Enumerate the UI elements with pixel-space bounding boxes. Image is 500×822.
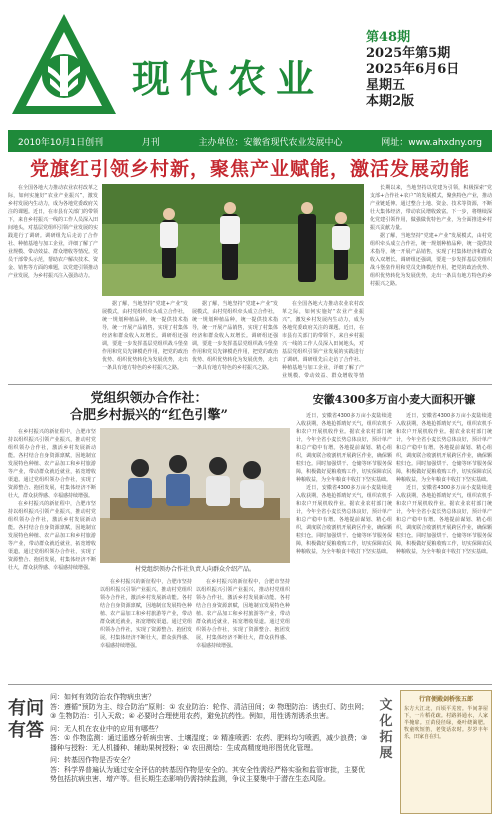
third-headline: 安徽4300多万亩小麦大面积开镰 — [312, 393, 476, 406]
culture-label: 文化拓展 — [379, 698, 393, 761]
year-issue: 2025年第5期 — [366, 46, 451, 61]
lead-article-col-left — [8, 184, 98, 379]
qa-label: 有问有答 — [8, 698, 44, 741]
lead-article-col-mid2 — [192, 300, 278, 380]
founded-date: 2010年10月1日创刊 — [18, 137, 104, 148]
poem-box — [400, 690, 492, 814]
third-col-left-text-2: 近日，安徽省4300多万亩小麦陆续进入收获期，各地抢抓晴好天气，组织农机手和农户开展机收作业。据农业农村部门统计，今年全省小麦长势总体良好，预计单产和总产稳中有增。各地提前谋划、精心组织，调度联合收割机开展跨区作业，确保颗粒归仓。同时加强烘干、仓储等环节服务保障，积极做好夏粮收购工作，切实保障农民种粮收益，为全年粮食丰收打下坚实基础。 — [296, 485, 392, 555]
qa-answer-2: 答：① 作物监测：通过遥感分析病虫害、土壤湿度；② 精准喷洒：农药、肥料均匀喷洒，减少浪费；③ 播种与授粉：无人机播种、辅助果树授粉；④ 农田测绘：生成高精度地形图优化管理。 — [50, 734, 368, 752]
qa-question-1: 问：如何有效防治农作物病虫害？ — [50, 693, 155, 701]
second-article-col-left — [8, 428, 96, 678]
second-article-col-mid — [100, 578, 192, 678]
main-headline: 党旗红引领乡村新，聚焦产业赋能，激活发展动能 — [29, 158, 470, 180]
lead-col-right-text-2: 据了解，当地坚持“党建+产业”发展模式，由村党组织牵头成立合作社，统一规划种植品种，统一提供技术指导，统一开展产品销售，实现了村集体经济和群众收入双增长。调研组还强调，要进一步发挥基层党组织战斗堡垒作用和党员先锋模范作用，把党的政治优势、组织优势转化为发展优势，走出一条具有地方特色的乡村振兴之路。 — [370, 233, 492, 287]
section-divider-2 — [8, 684, 492, 685]
second-article-col-right — [196, 578, 290, 678]
third-col-left-text: 近日，安徽省4300多万亩小麦陆续进入收获期，各地抢抓晴好天气，组织农机手和农户开展机收作业。据农业农村部门统计，今年全省小麦长势总体良好，预计单产和总产稳中有增。各地提前谋划、精心组织，调度联合收割机开展跨区作业，确保颗粒归仓。同时加强烘干、仓储等环节服务保障，积极做好夏粮收购工作，切实保障农民种粮收益，为全年粮食丰收打下坚实基础。 — [296, 413, 392, 483]
lead-col-mid2-text: 据了解，当地坚持“党建+产业”发展模式，由村党组织牵头成立合作社，统一规划种植品种，统一提供技术指导，统一开展产品销售，实现了村集体经济和群众收入双增长。调研组还强调，要进一步发挥基层党组织战斗堡垒作用和党员先锋模范作用，把党的政治优势、组织优势转化为发展优势，走出一条具有地方特色的乡村振兴之路。 — [192, 301, 278, 371]
publish-date: 2025年6月6日 — [366, 62, 460, 77]
second-headline-line2: 合肥乡村振兴的“红色引擎” — [70, 408, 228, 423]
organizer: 主办单位：安徽省现代农业发展中心 — [198, 137, 343, 148]
frequency: 月刊 — [141, 137, 160, 148]
website-link[interactable]: 网址：www.ahxdny.org — [381, 137, 482, 148]
lead-photo — [102, 184, 364, 296]
third-article-col-left — [296, 412, 392, 678]
issue-info — [366, 30, 486, 110]
qa-question-3: 问：转基因作物是否安全？ — [50, 756, 134, 764]
second-col-right-text: 在乡村振兴的新征程中，合肥市坚持以组织振兴引领产业振兴，推动村党组织领办合作社，激活乡村发展新动能。各村结合自身资源禀赋，因地制宜发展特色种植、农产品加工和乡村旅游等产业，带动群众就近就业，拓宽增收渠道。通过党组织领办合作社，实现了资源整合、抱团发展，村集体经济不断壮大，群众获得感、幸福感持续增强。 — [196, 579, 290, 649]
third-article-col-right — [396, 412, 492, 678]
second-photo — [100, 428, 290, 563]
masthead — [0, 0, 500, 128]
lead-article-col-mid3 — [282, 300, 364, 380]
info-bar — [8, 130, 492, 152]
poem-header: 行宫便殿剑桥张五郎 — [418, 696, 473, 703]
second-photo-caption: 村党组织领办合作社负责人向群众介绍产品。 — [134, 566, 255, 573]
paper-title: 现代农业 — [132, 56, 325, 101]
logo-icon — [8, 10, 120, 122]
second-col-left-text-2: 在乡村振兴的新征程中，合肥市坚持以组织振兴引领产业振兴，推动村党组织领办合作社，激活乡村发展新动能。各村结合自身资源禀赋，因地制宜发展特色种植、农产品加工和乡村旅游等产业，带动群众就近就业，拓宽增收渠道。通过党组织领办合作社，实现了资源整合、抱团发展，村集体经济不断壮大，群众获得感、幸福感持续增强。 — [8, 501, 96, 571]
lead-col-right-text: 长期以来，当地坚持以党建为引领，积极探索“党支部+合作社+农户”的发展模式，聚焦特色产业，推动产业链延伸。通过整合土地、资金、技术等资源，不断壮大集体经济，带动农民增收致富。下一步，将继续深化党建引领作用，做强做优特色产业，为全面推进乡村振兴贡献力量。 — [370, 185, 492, 231]
lead-article-col-right — [370, 184, 492, 379]
lead-article-col-mid — [102, 300, 188, 380]
issue-number: 第48期 — [366, 30, 411, 45]
second-col-left-text: 在乡村振兴的新征程中，合肥市坚持以组织振兴引领产业振兴，推动村党组织领办合作社，激活乡村发展新动能。各村结合自身资源禀赋，因地制宜发展特色种植、农产品加工和乡村旅游等产业，带动群众就近就业，拓宽增收渠道。通过党组织领办合作社，实现了资源整合、抱团发展，村集体经济不断壮大，群众获得感、幸福感持续增强。 — [8, 429, 96, 499]
second-headline — [8, 390, 290, 424]
lead-col-mid3-text: 在全国各地大力推动农业农村改革之际，如何实施好“农业产业振兴”，激发乡村发展内生动力，成为各地党委政府关注的课题。近日，在市县有关部门的带领下，来自乡村振兴一线的工作人员深入田间地头，对基层党组织引领产业发展的实践进行了调研。调研组先后走访了合作社、种植基地与加工企业，详细了解了产业规模、带动效益、群众增收等情 — [282, 301, 364, 379]
third-col-right-text-2: 近日，安徽省4300多万亩小麦陆续进入收获期，各地抢抓晴好天气，组织农机手和农户开展机收作业。据农业农村部门统计，今年全省小麦长势总体良好，预计单产和总产稳中有增。各地提前谋划、精心组织，调度联合收割机开展跨区作业，确保颗粒归仓。同时加强烘干、仓储等环节服务保障，积极做好夏粮收购工作，切实保障农民种粮收益，为全年粮食丰收打下坚实基础。 — [396, 485, 492, 555]
weekday: 星期五 — [366, 78, 406, 93]
lead-col-left-text: 在全国各地大力推动农业农村改革之际，如何实施好“农业产业振兴”，激发乡村发展内生动力，成为各地党委政府关注的课题。近日，在市县有关部门的带领下，来自乡村振兴一线的工作人员深入田间地头，对基层党组织引领产业发展的实践进行了调研。调研组先后走访了合作社、种植基地与加工企业，详细了解了产业规模、带动效益、群众增收等情况。党员干部带头示范，帮助农户解决技术、资金、销售等方面的难题，以党建引领推动产业发展，为乡村振兴注入强劲动力。 — [8, 185, 98, 279]
section-divider-1 — [8, 384, 492, 385]
qa-box — [50, 690, 370, 785]
qa-answer-1: 答：遵循“预防为主、综合防治”原则：① 农业防治：轮作、清洁田间；② 物理防治：诱虫灯、防虫网；③ 生物防治：引入天敌；④ 必要时合理使用农药，避免抗药性。例如，用性诱剂诱杀虫害。 — [50, 702, 369, 720]
qa-answer-3: 答：科学界普遍认为通过安全评估的转基因作物是安全的。其安全性需经严格实验和监管审批，主要优势包括抗病虫害、增产等。但长期生态影响仍需持续监测，争议主要集中于潜在生态风险。 — [50, 765, 365, 783]
third-col-right-text: 近日，安徽省4300多万亩小麦陆续进入收获期，各地抢抓晴好天气，组织农机手和农户开展机收作业。据农业农村部门统计，今年全省小麦长势总体良好，预计单产和总产稳中有增。各地提前谋划、精心组织，调度联合收割机开展跨区作业，确保颗粒归仓。同时加强烘干、仓储等环节服务保障，积极做好夏粮收购工作，切实保障农民种粮收益，为全年粮食丰收打下坚实基础。 — [396, 413, 492, 483]
poem-text: 东方大江北，百顷平芜密。半间茅屋下，一片稻花疏。村路斜通水，人家半掩扉。豆苗侵径绿，桑叶绕篱肥。牧童吹短笛，老叟话农时。岁岁丰年乐，田家自在归。 — [404, 706, 488, 740]
second-col-mid-text: 在乡村振兴的新征程中，合肥市坚持以组织振兴引领产业振兴，推动村党组织领办合作社，激活乡村发展新动能。各村结合自身资源禀赋，因地制宜发展特色种植、农产品加工和乡村旅游等产业，带动群众就近就业，拓宽增收渠道。通过党组织领办合作社，实现了资源整合、抱团发展，村集体经济不断壮大，群众获得感、幸福感持续增强。 — [100, 579, 192, 649]
edition: 本期2版 — [366, 94, 415, 109]
second-headline-line1: 党组织领办合作社： — [90, 391, 208, 406]
lead-col-mid-text: 据了解，当地坚持“党建+产业”发展模式，由村党组织牵头成立合作社，统一规划种植品种，统一提供技术指导，统一开展产品销售，实现了村集体经济和群众收入双增长。调研组还强调，要进一步发挥基层党组织战斗堡垒作用和党员先锋模范作用，把党的政治优势、组织优势转化为发展优势，走出一条具有地方特色的乡村振兴之路。 — [102, 301, 188, 371]
qa-question-2: 问：无人机在农业中的应用有哪些？ — [50, 724, 162, 733]
